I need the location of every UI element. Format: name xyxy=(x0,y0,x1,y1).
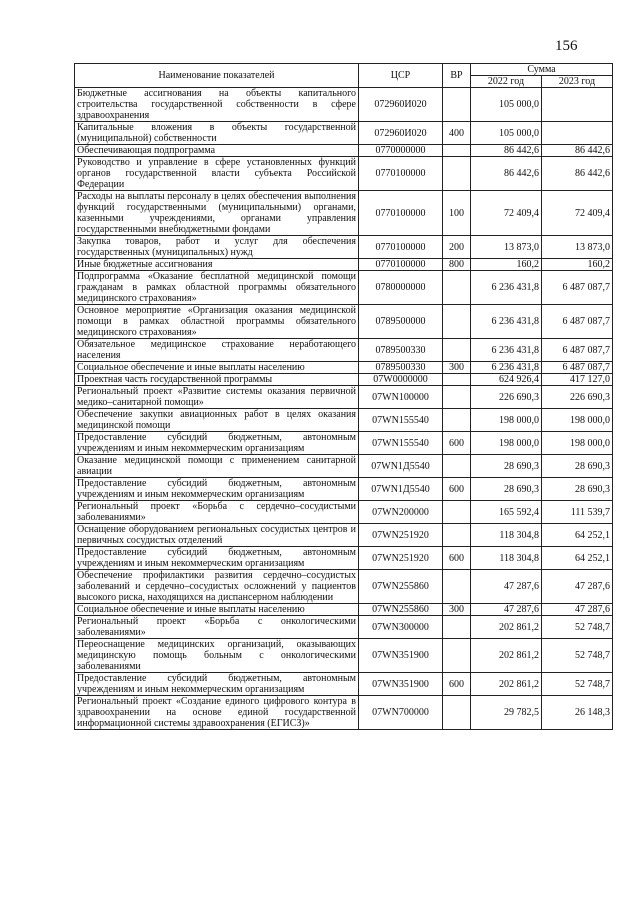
table-row xyxy=(75,271,613,305)
table-row xyxy=(75,673,613,696)
table-row xyxy=(75,432,613,455)
row-amount-2022: 198 000,0 xyxy=(471,409,542,432)
row-name: Оснащение оборудованием региональных сосудистых центров и первичных сосудистых отделений xyxy=(75,524,359,547)
row-amount-2022: 624 926,4 xyxy=(471,374,542,386)
row-amount-2022: 202 861,2 xyxy=(471,639,542,673)
row-name: Переоснащение медицинских организаций, оказывающих медицинскую помощь больным с онкологическими заболеваниями xyxy=(75,639,359,673)
row-csr: 072960И020 xyxy=(359,88,443,122)
row-amount-2023: 26 148,3 xyxy=(542,696,613,730)
row-amount-2023: 6 487 087,7 xyxy=(542,305,613,339)
row-amount-2022: 6 236 431,8 xyxy=(471,362,542,374)
row-name: Бюджетные ассигнования на объекты капитального строительства государственной собственности в сфере здравоохранения xyxy=(75,88,359,122)
row-amount-2023: 111 539,7 xyxy=(542,501,613,524)
row-amount-2022: 72 409,4 xyxy=(471,191,542,236)
row-name: Обеспечение закупки авиационных работ в целях оказания медицинской помощи xyxy=(75,409,359,432)
row-amount-2022: 226 690,3 xyxy=(471,386,542,409)
row-csr: 0770100000 xyxy=(359,157,443,191)
row-amount-2022: 202 861,2 xyxy=(471,616,542,639)
row-amount-2023: 64 252,1 xyxy=(542,524,613,547)
row-amount-2022: 6 236 431,8 xyxy=(471,305,542,339)
row-vr: 400 xyxy=(443,122,471,145)
row-amount-2022: 105 000,0 xyxy=(471,88,542,122)
table-row xyxy=(75,478,613,501)
row-amount-2022: 118 304,8 xyxy=(471,547,542,570)
row-amount-2023: 64 252,1 xyxy=(542,547,613,570)
row-vr xyxy=(443,409,471,432)
row-name: Иные бюджетные ассигнования xyxy=(75,259,359,271)
table-row xyxy=(75,191,613,236)
row-csr: 0789500330 xyxy=(359,339,443,362)
row-vr: 600 xyxy=(443,478,471,501)
row-name: Региональный проект «Борьба с онкологическими заболеваниями» xyxy=(75,616,359,639)
table-row xyxy=(75,374,613,386)
row-name: Основное мероприятие «Организация оказания медицинской помощи в рамках областной программы обязательного медицинского страхования» xyxy=(75,305,359,339)
row-name: Оказание медицинской помощи с применением санитарной авиации xyxy=(75,455,359,478)
row-name: Региональный проект «Развитие системы оказания первичной медико–санитарной помощи» xyxy=(75,386,359,409)
table-row xyxy=(75,236,613,259)
row-vr xyxy=(443,570,471,604)
table-row xyxy=(75,305,613,339)
row-name: Обеспечивающая подпрограмма xyxy=(75,145,359,157)
row-vr xyxy=(443,88,471,122)
row-vr xyxy=(443,305,471,339)
row-amount-2022: 165 592,4 xyxy=(471,501,542,524)
row-name: Обязательное медицинское страхование неработающего населения xyxy=(75,339,359,362)
row-csr: 07WN255860 xyxy=(359,570,443,604)
row-amount-2023: 86 442,6 xyxy=(542,157,613,191)
row-csr: 072960И020 xyxy=(359,122,443,145)
row-vr: 600 xyxy=(443,673,471,696)
table-row xyxy=(75,616,613,639)
row-csr: 0789500330 xyxy=(359,362,443,374)
row-vr: 800 xyxy=(443,259,471,271)
table-header xyxy=(75,64,613,88)
row-amount-2023: 13 873,0 xyxy=(542,236,613,259)
row-name: Капитальные вложения в объекты государственной (муниципальной) собственности xyxy=(75,122,359,145)
row-amount-2023: 52 748,7 xyxy=(542,639,613,673)
row-csr: 0770100000 xyxy=(359,259,443,271)
row-vr xyxy=(443,696,471,730)
row-csr: 07WN300000 xyxy=(359,616,443,639)
row-name: Предоставление субсидий бюджетным, автономным учреждениям и иным некоммерческим организациям xyxy=(75,673,359,696)
row-csr: 0770100000 xyxy=(359,236,443,259)
row-vr xyxy=(443,455,471,478)
row-amount-2023: 47 287,6 xyxy=(542,604,613,616)
row-vr xyxy=(443,524,471,547)
row-vr xyxy=(443,145,471,157)
row-name: Закупка товаров, работ и услуг для обеспечения государственных (муниципальных) нужд xyxy=(75,236,359,259)
row-amount-2023: 6 487 087,7 xyxy=(542,339,613,362)
row-amount-2023: 86 442,6 xyxy=(542,145,613,157)
row-name: Предоставление субсидий бюджетным, автономным учреждениям и иным некоммерческим организациям xyxy=(75,432,359,455)
row-csr: 07WN1Д5540 xyxy=(359,455,443,478)
row-csr: 07WN200000 xyxy=(359,501,443,524)
header-name: Наименование показателей xyxy=(75,64,359,88)
row-amount-2022: 6 236 431,8 xyxy=(471,339,542,362)
row-csr: 07WN155540 xyxy=(359,409,443,432)
row-amount-2022: 28 690,3 xyxy=(471,455,542,478)
row-vr xyxy=(443,501,471,524)
row-amount-2023: 52 748,7 xyxy=(542,616,613,639)
row-vr xyxy=(443,386,471,409)
row-name: Проектная часть государственной программы xyxy=(75,374,359,386)
table-row xyxy=(75,524,613,547)
row-name: Предоставление субсидий бюджетным, автономным учреждениям и иным некоммерческим организациям xyxy=(75,547,359,570)
row-name: Предоставление субсидий бюджетным, автономным учреждениям и иным некоммерческим организациям xyxy=(75,478,359,501)
row-amount-2023: 6 487 087,7 xyxy=(542,271,613,305)
row-csr: 07WN251920 xyxy=(359,524,443,547)
header-csr: ЦСР xyxy=(359,64,443,88)
table-row xyxy=(75,145,613,157)
row-amount-2022: 202 861,2 xyxy=(471,673,542,696)
row-amount-2023: 198 000,0 xyxy=(542,409,613,432)
row-amount-2022: 13 873,0 xyxy=(471,236,542,259)
row-vr xyxy=(443,157,471,191)
row-vr: 300 xyxy=(443,604,471,616)
row-amount-2023: 6 487 087,7 xyxy=(542,362,613,374)
row-vr: 600 xyxy=(443,547,471,570)
row-vr: 200 xyxy=(443,236,471,259)
table-row xyxy=(75,639,613,673)
table-row xyxy=(75,157,613,191)
table-row xyxy=(75,696,613,730)
header-year-2023: 2023 год xyxy=(542,76,613,88)
row-vr xyxy=(443,616,471,639)
row-amount-2023: 72 409,4 xyxy=(542,191,613,236)
table-row xyxy=(75,122,613,145)
row-csr: 07WN100000 xyxy=(359,386,443,409)
header-year-2022: 2022 год xyxy=(471,76,542,88)
row-amount-2022: 6 236 431,8 xyxy=(471,271,542,305)
row-amount-2023: 28 690,3 xyxy=(542,455,613,478)
row-amount-2023: 226 690,3 xyxy=(542,386,613,409)
header-sum: Сумма xyxy=(471,64,613,76)
row-amount-2023: 28 690,3 xyxy=(542,478,613,501)
row-csr: 07WN251920 xyxy=(359,547,443,570)
row-name: Расходы на выплаты персоналу в целях обеспечения выполнения функций государственными (муниципальными) органами, казенными учреждениями, органами управления государственными внебюджетными фондами xyxy=(75,191,359,236)
row-csr: 07WN700000 xyxy=(359,696,443,730)
row-amount-2023 xyxy=(542,88,613,122)
row-name: Обеспечение профилактики развития сердечно–сосудистых заболеваний и сердечно–сосудистых осложнений у пациентов высокого риска, находящихся на диспансерном наблюдении xyxy=(75,570,359,604)
row-amount-2022: 28 690,3 xyxy=(471,478,542,501)
row-vr: 300 xyxy=(443,362,471,374)
row-amount-2022: 105 000,0 xyxy=(471,122,542,145)
header-vr: ВР xyxy=(443,64,471,88)
table-row xyxy=(75,455,613,478)
row-amount-2023 xyxy=(542,122,613,145)
table-body xyxy=(75,88,613,730)
row-vr: 600 xyxy=(443,432,471,455)
row-vr: 100 xyxy=(443,191,471,236)
table-row xyxy=(75,501,613,524)
row-amount-2023: 417 127,0 xyxy=(542,374,613,386)
row-amount-2022: 160,2 xyxy=(471,259,542,271)
row-amount-2023: 160,2 xyxy=(542,259,613,271)
row-csr: 0780000000 xyxy=(359,271,443,305)
row-csr: 07WN351900 xyxy=(359,673,443,696)
row-name: Социальное обеспечение и иные выплаты населению xyxy=(75,604,359,616)
row-amount-2023: 52 748,7 xyxy=(542,673,613,696)
row-name: Региональный проект «Борьба с сердечно–сосудистыми заболеваниями» xyxy=(75,501,359,524)
row-amount-2022: 118 304,8 xyxy=(471,524,542,547)
row-csr: 0789500000 xyxy=(359,305,443,339)
row-vr xyxy=(443,639,471,673)
row-amount-2023: 198 000,0 xyxy=(542,432,613,455)
row-name: Социальное обеспечение и иные выплаты населению xyxy=(75,362,359,374)
table-row xyxy=(75,409,613,432)
row-amount-2022: 29 782,5 xyxy=(471,696,542,730)
row-vr xyxy=(443,374,471,386)
row-amount-2022: 86 442,6 xyxy=(471,157,542,191)
table-row xyxy=(75,386,613,409)
row-vr xyxy=(443,339,471,362)
page-number: 156 xyxy=(555,38,578,54)
row-name: Региональный проект «Создание единого цифрового контура в здравоохранении на основе единой государственной информационной системы здравоохранения (ЕГИСЗ)» xyxy=(75,696,359,730)
row-name: Подпрограмма «Оказание бесплатной медицинской помощи гражданам в рамках областной программы обязательного медицинского страхования» xyxy=(75,271,359,305)
row-csr: 0770100000 xyxy=(359,191,443,236)
row-csr: 07WN1Д5540 xyxy=(359,478,443,501)
row-csr: 07WN351900 xyxy=(359,639,443,673)
table-row xyxy=(75,604,613,616)
row-amount-2022: 86 442,6 xyxy=(471,145,542,157)
table-row xyxy=(75,259,613,271)
row-amount-2022: 47 287,6 xyxy=(471,604,542,616)
row-csr: 07WN155540 xyxy=(359,432,443,455)
row-amount-2022: 47 287,6 xyxy=(471,570,542,604)
row-amount-2022: 198 000,0 xyxy=(471,432,542,455)
row-csr: 07W0000000 xyxy=(359,374,443,386)
budget-table xyxy=(74,63,613,730)
row-csr: 07WN255860 xyxy=(359,604,443,616)
row-name: Руководство и управление в сфере установленных функций органов государственной власти субъекта Российской Федерации xyxy=(75,157,359,191)
row-amount-2023: 47 287,6 xyxy=(542,570,613,604)
table-row xyxy=(75,362,613,374)
row-vr xyxy=(443,271,471,305)
table-row xyxy=(75,339,613,362)
table-row xyxy=(75,547,613,570)
table-row xyxy=(75,88,613,122)
table-row xyxy=(75,570,613,604)
row-csr: 0770000000 xyxy=(359,145,443,157)
